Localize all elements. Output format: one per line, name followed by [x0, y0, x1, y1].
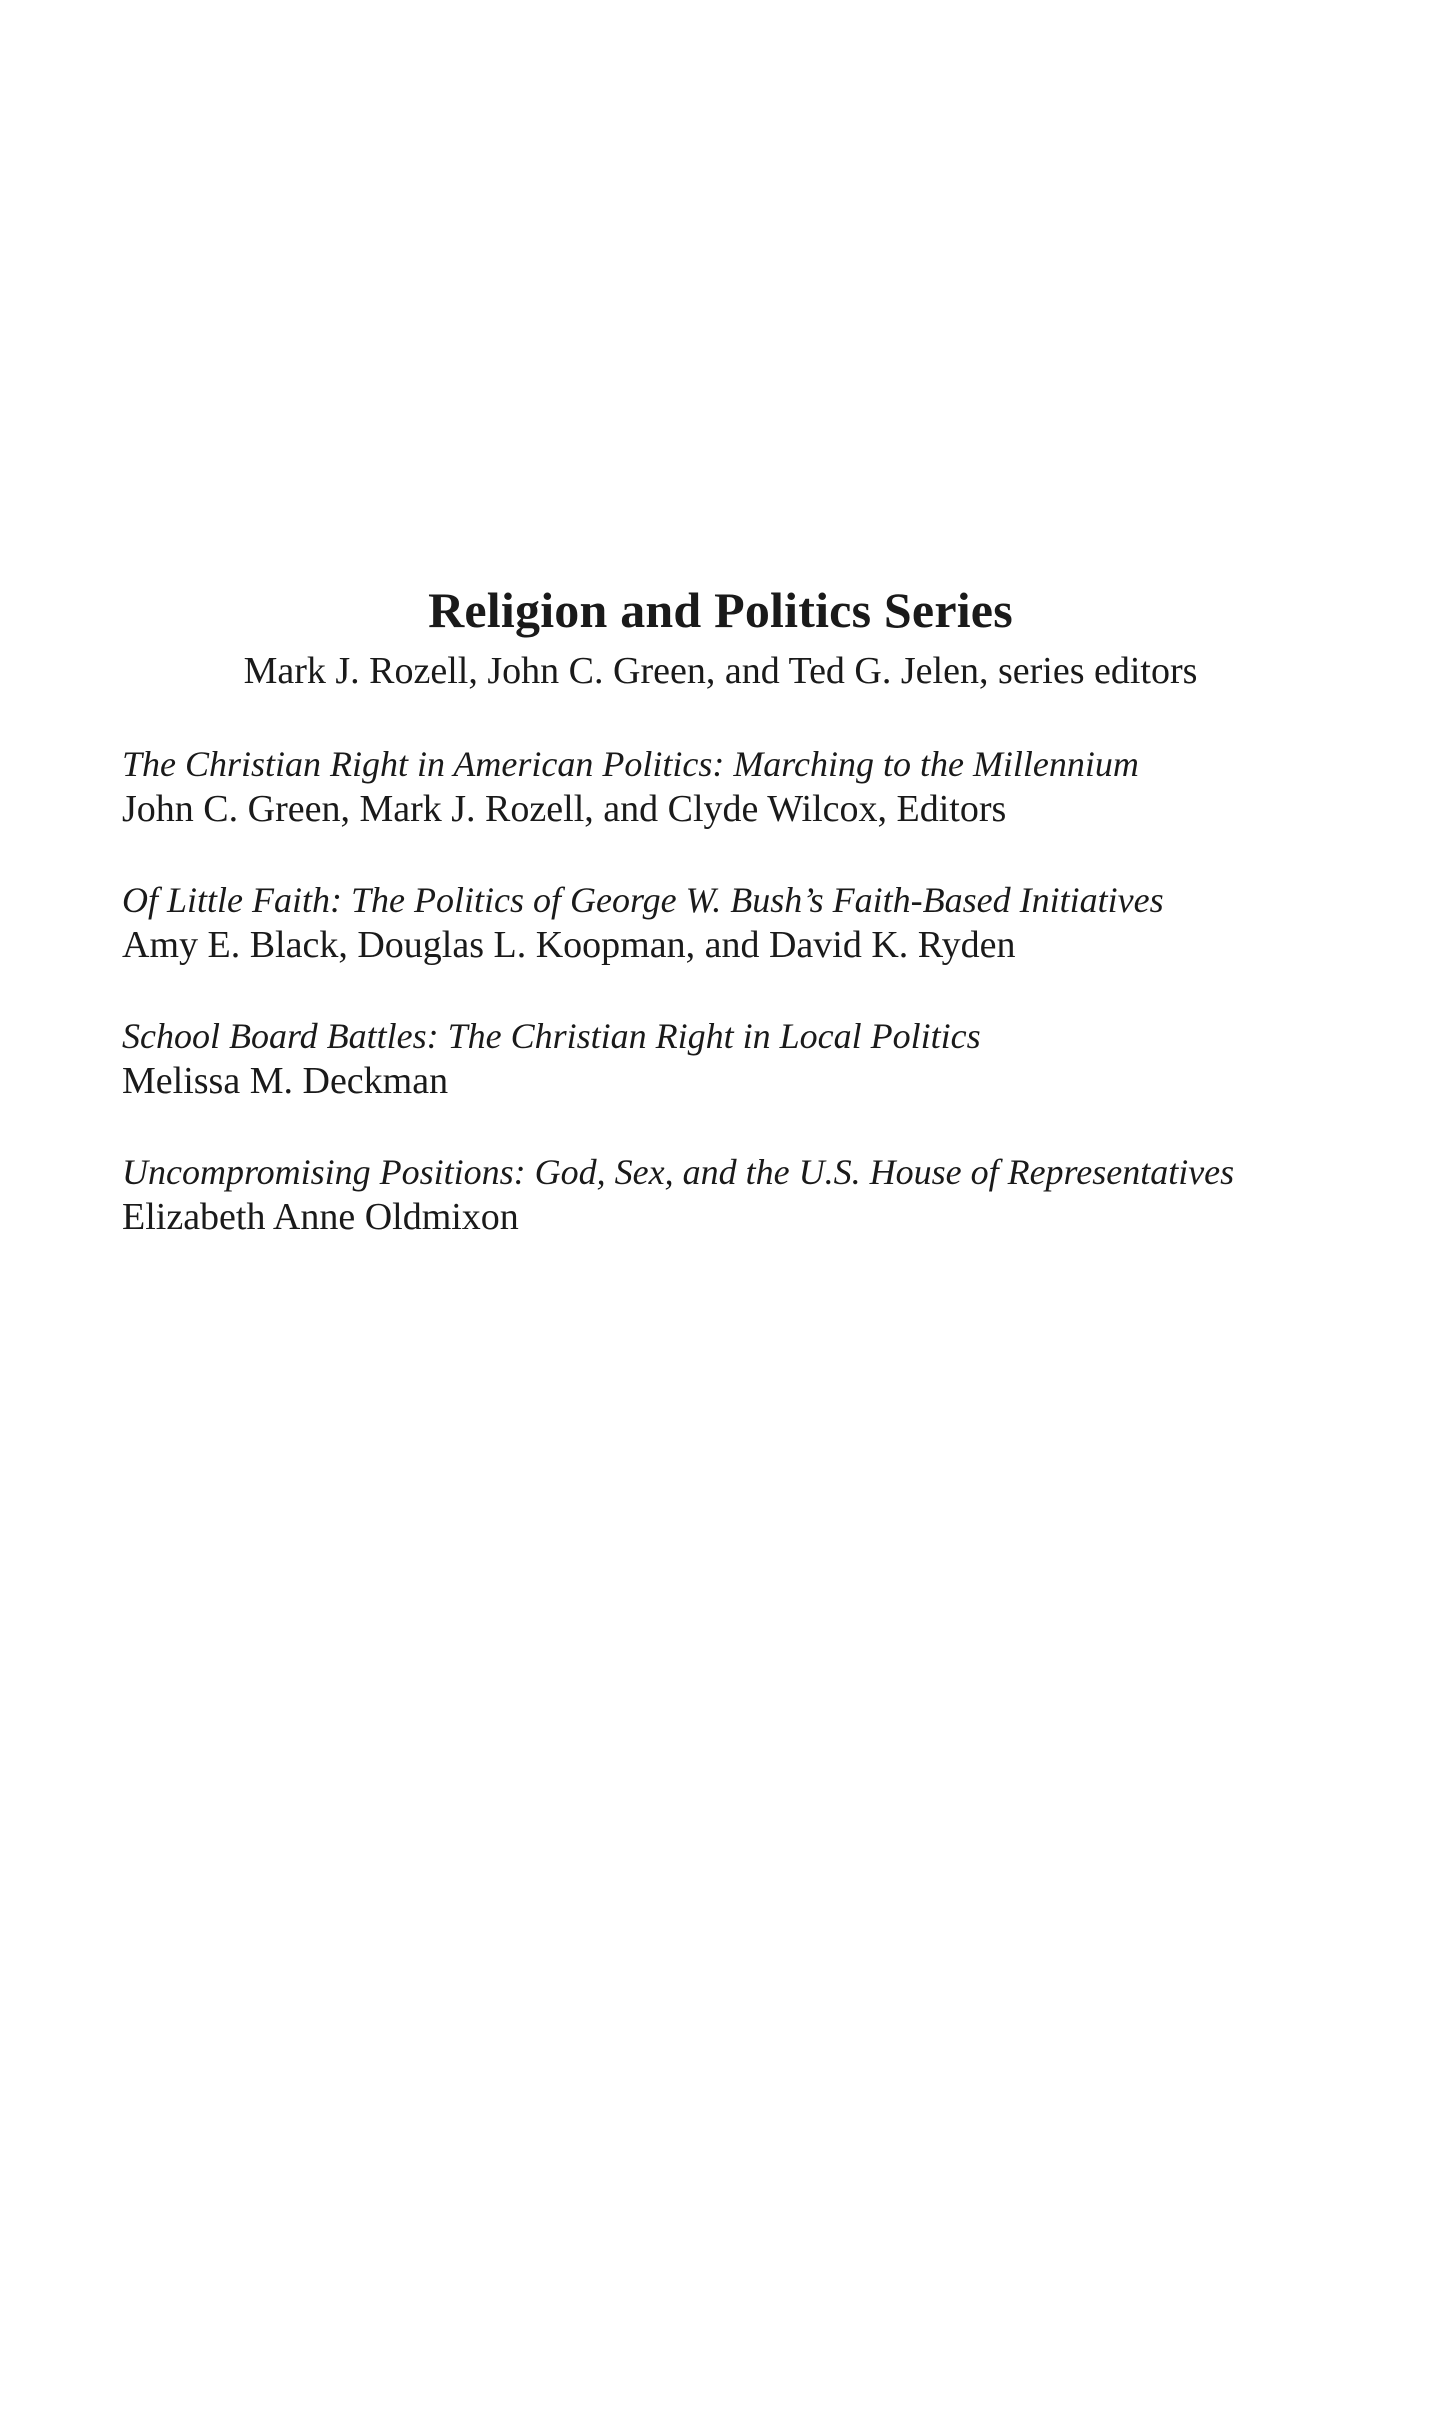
book-title: The Christian Right in American Politics: Marching to the Millennium [122, 744, 1139, 784]
book-authors: Elizabeth Anne Oldmixon [122, 1196, 519, 1238]
series-editors: Mark J. Rozell, John C. Green, and Ted G. Jelen, series editors [243, 650, 1198, 692]
book-title: Of Little Faith: The Politics of George W. Bush’s Faith-Based Initiatives [122, 880, 1164, 920]
book-title: School Board Battles: The Christian Right in Local Politics [122, 1016, 981, 1056]
book-entry [122, 878, 1382, 968]
book-authors: Amy E. Black, Douglas L. Koopman, and David K. Ryden [122, 924, 1016, 966]
book-authors: Melissa M. Deckman [122, 1060, 449, 1102]
series-title: Religion and Politics Series [428, 582, 1013, 638]
book-entry [122, 742, 1382, 832]
book-entry [122, 1014, 1382, 1104]
book-authors: John C. Green, Mark J. Rozell, and Clyde Wilcox, Editors [122, 788, 1007, 830]
book-title: Uncompromising Positions: God, Sex, and the U.S. House of Representatives [122, 1152, 1235, 1192]
book-list [122, 742, 1382, 1286]
book-entry [122, 1150, 1382, 1240]
